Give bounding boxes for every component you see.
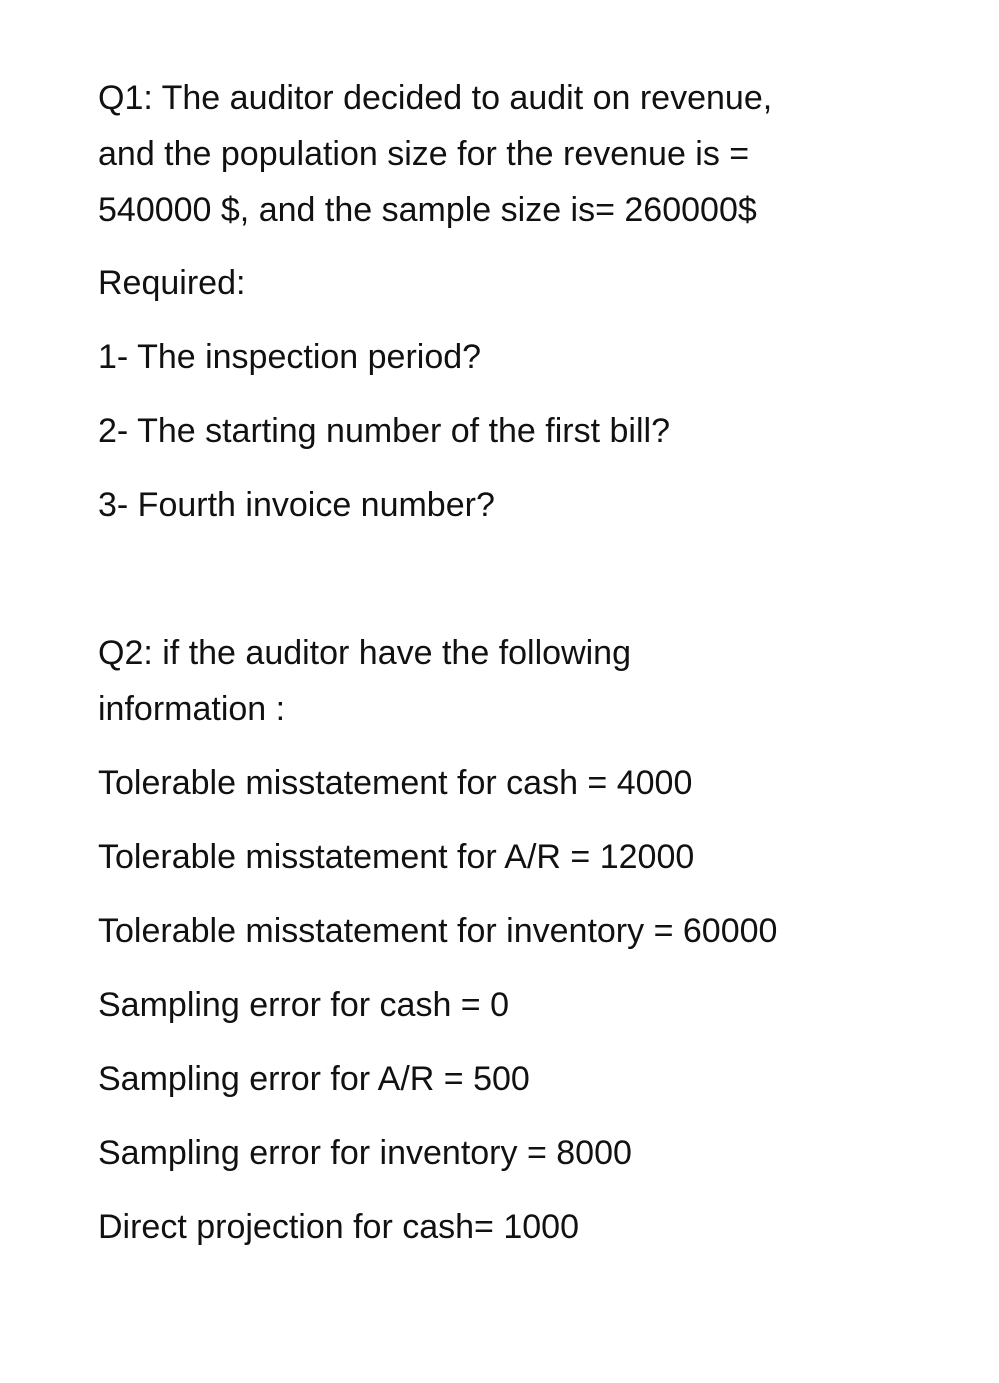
q2-line-2: information : [98, 690, 286, 728]
q2-fact-tolerable-inventory: Tolerable misstatement for inventory = 60000 [98, 912, 778, 950]
q1-item-3: 3- Fourth invoice number? [98, 486, 495, 524]
q2-fact-tolerable-cash: Tolerable misstatement for cash = 4000 [98, 764, 693, 802]
q1-line-3: 540000 $, and the sample size is= 260000$ [98, 191, 757, 229]
q1-required-label: Required: [98, 264, 246, 302]
q2-fact-sampling-ar: Sampling error for A/R = 500 [98, 1060, 530, 1098]
q1-item-1: 1- The inspection period? [98, 338, 482, 376]
q1-line-2: and the population size for the revenue is = [98, 135, 750, 173]
q2-fact-tolerable-ar: Tolerable misstatement for A/R = 12000 [98, 838, 695, 876]
q1-item-2: 2- The starting number of the first bill? [98, 412, 670, 450]
q2-fact-sampling-inventory: Sampling error for inventory = 8000 [98, 1134, 632, 1172]
q2-line-1: Q2: if the auditor have the following [98, 634, 631, 672]
q2-fact-direct-projection-cash: Direct projection for cash= 1000 [98, 1208, 579, 1246]
q1-line-1: Q1: The auditor decided to audit on revenue, [98, 79, 773, 117]
q2-fact-sampling-cash: Sampling error for cash = 0 [98, 986, 510, 1024]
